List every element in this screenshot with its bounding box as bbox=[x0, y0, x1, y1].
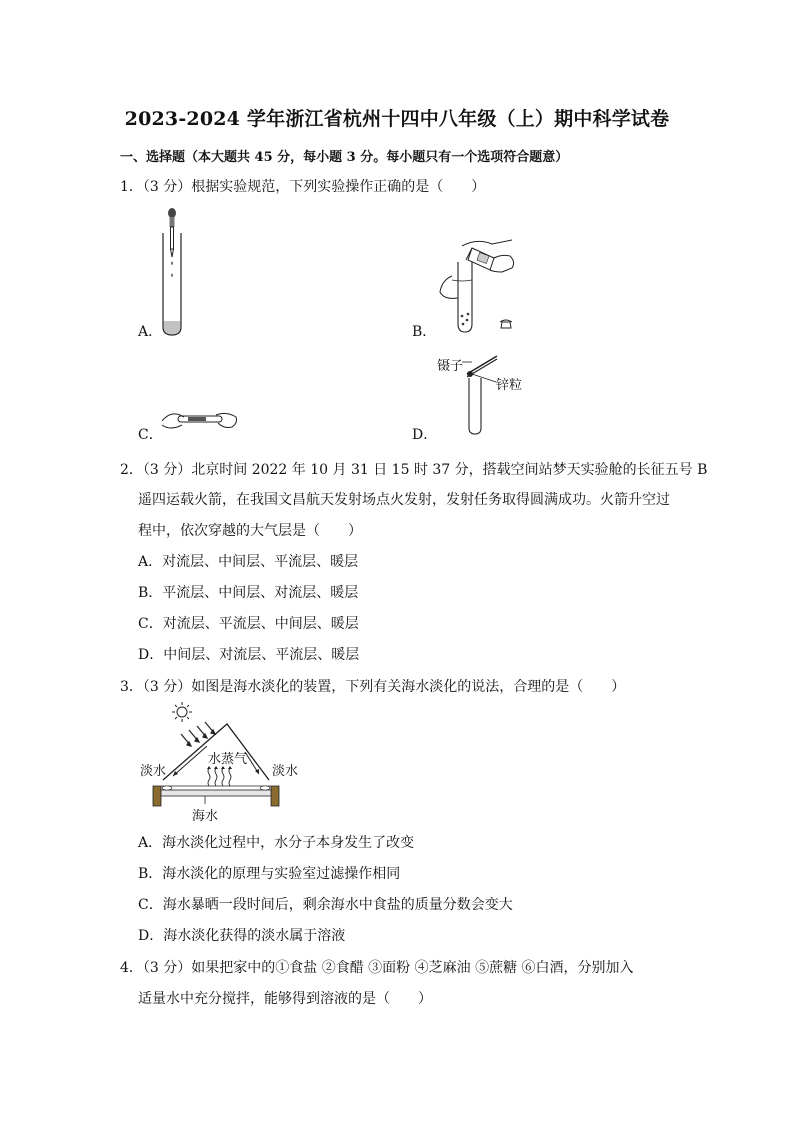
label-water-vapor: 水蒸气 bbox=[208, 752, 248, 767]
label-tweezers: 镊子 bbox=[437, 359, 464, 374]
q2-option-d: D．中间层、对流层、平流层、暖层 bbox=[138, 647, 360, 663]
label-seawater: 海水 bbox=[192, 809, 219, 824]
q2-option-c: C．对流层、平流层、中间层、暖层 bbox=[138, 616, 359, 632]
label-tweezers-leader bbox=[462, 360, 472, 364]
section-heading: 一、选择题（本大题共 45 分，每小题 3 分。每小题只有一个选项符合题意） bbox=[120, 150, 569, 165]
q3-option-d: D．海水淡化获得的淡水属于溶液 bbox=[138, 928, 346, 944]
q3-option-c: C．海水暴晒一段时间后，剩余海水中食盐的质量分数会变大 bbox=[138, 897, 513, 913]
q2-option-a: A．对流层、中间层、平流层、暖层 bbox=[138, 554, 359, 570]
question-3-stem: 3．（3 分）如图是海水淡化的装置，下列有关海水淡化的说法，合理的是（ ） bbox=[120, 679, 626, 695]
question-4-line-1: 4．（3 分）如果把家中的①食盐 ②食醋 ③面粉 ④芝麻油 ⑤蔗糖 ⑥白酒，分别加入 bbox=[120, 960, 634, 976]
question-2-line-3: 程中，依次穿越的大气层是（ ） bbox=[138, 523, 362, 539]
q1-image-b-pouring bbox=[432, 236, 522, 336]
q1-image-c-tube-hands bbox=[160, 405, 240, 435]
label-zinc-leader bbox=[472, 374, 496, 384]
q1-option-d-label: D． bbox=[412, 427, 438, 443]
question-2-line-2: 遥四运载火箭，在我国文昌航天发射场点火发射，发射任务取得圆满成功。火箭升空过 bbox=[138, 492, 670, 508]
q2-option-b: B．平流层、中间层、对流层、暖层 bbox=[138, 585, 359, 601]
label-fresh-water-right: 淡水 bbox=[272, 764, 299, 779]
question-2-line-1: 2．（3 分）北京时间 2022 年 10 月 31 日 15 时 37 分，搭载空间站梦天实验舱的长征五号 B bbox=[120, 462, 708, 478]
label-zinc-granule: 锌粒 bbox=[496, 378, 523, 393]
q3-option-b: B．海水淡化的原理与实验室过滤操作相同 bbox=[138, 866, 401, 882]
q1-option-c-label: C． bbox=[138, 427, 163, 443]
page-title: 2023-2024 学年浙江省杭州十四中八年级（上）期中科学试卷 bbox=[124, 108, 670, 130]
question-1-stem: 1．（3 分）根据实验规范，下列实验操作正确的是（ ） bbox=[120, 179, 486, 195]
label-fresh-water-left: 淡水 bbox=[140, 764, 167, 779]
q1-option-b-label: B． bbox=[412, 324, 437, 340]
q3-option-a: A．海水淡化过程中，水分子本身发生了改变 bbox=[138, 835, 415, 851]
q1-image-a-dropper bbox=[155, 205, 195, 340]
sun-icon bbox=[172, 702, 192, 722]
q1-option-a-label: A． bbox=[138, 324, 163, 340]
question-4-line-2: 适量水中充分搅拌，能够得到溶液的是（ ） bbox=[138, 991, 432, 1007]
